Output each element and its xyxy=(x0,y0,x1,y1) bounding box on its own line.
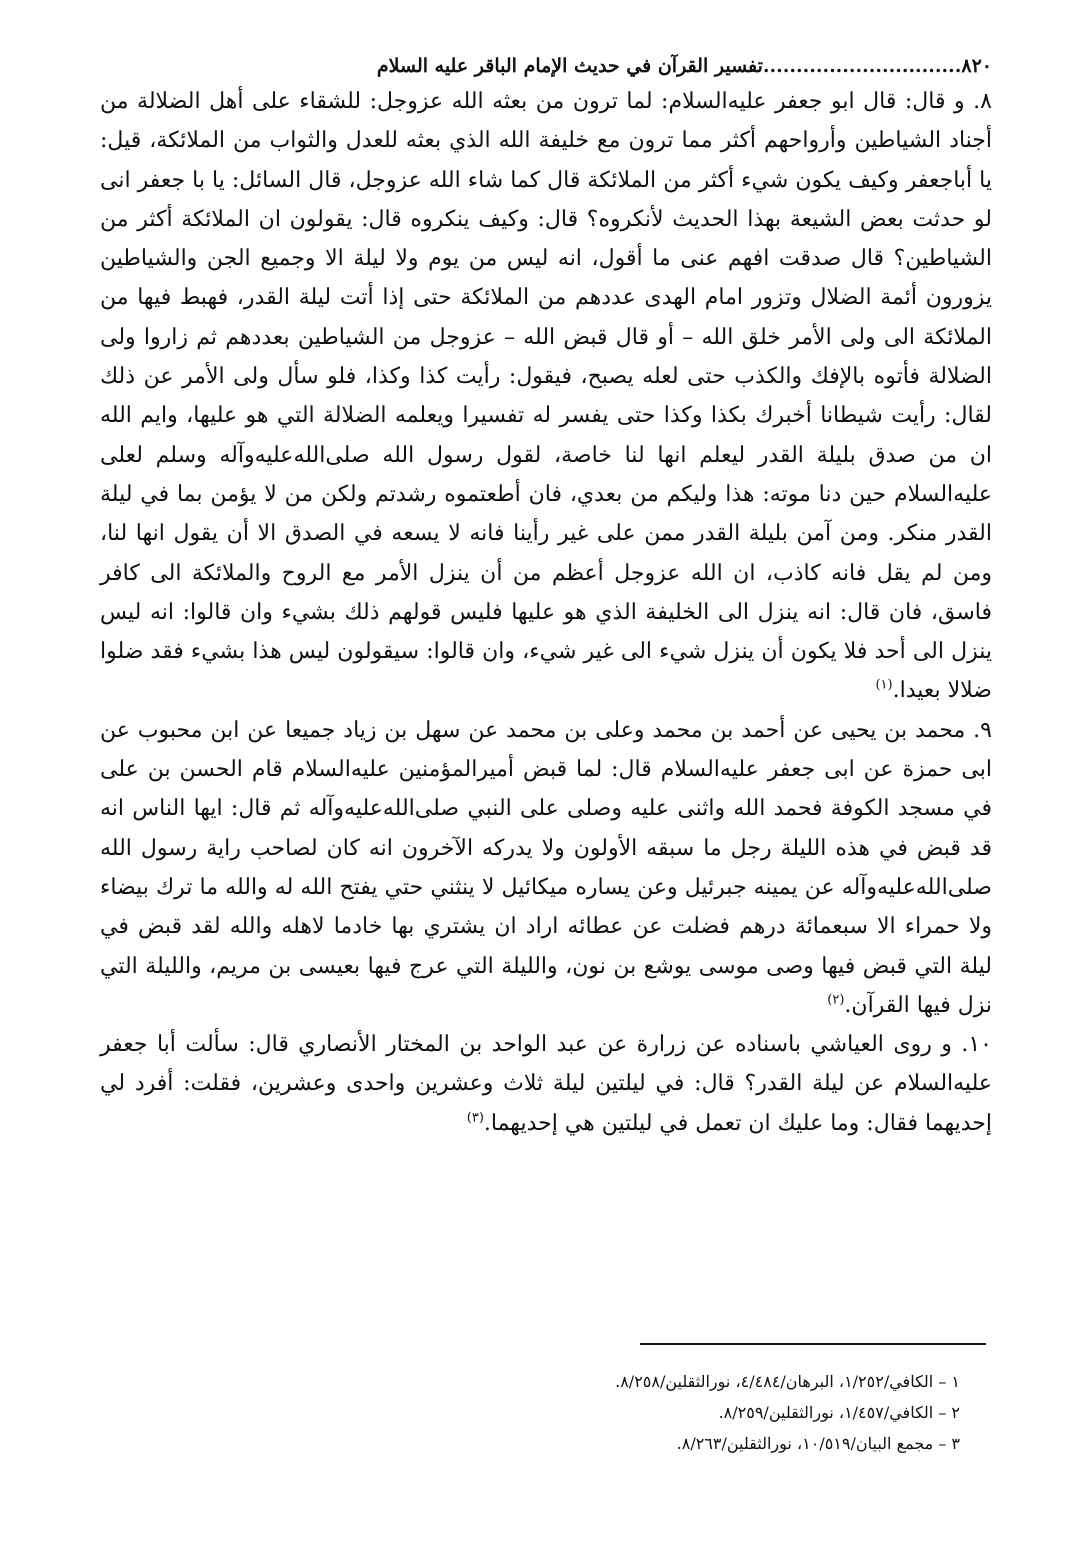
page-body xyxy=(100,52,992,1143)
footnote-marker: (٢) xyxy=(827,992,845,1008)
paragraph-text: ٩. محمد بن يحيى عن أحمد بن محمد وعلى بن محمد عن سهل بن زياد جميعا عن ابن محبوب عن ابى حمزة عن ابى جعفر عليه‌السلام قال: لما قبض أميرالمؤمنين عليه‌السلام قام الحسن بن على في مسجد الكوفة فحمد الله واثنى عليه وصلى على النبي صلى‌الله‌عليه‌وآله ثم قال: ايها الناس انه قد قبض في هذه الليلة رجل ما سبقه الأولون ولا يدركه الآخرون انه كان لصاحب راية رسول الله صلى‌الله‌عليه‌وآله عن يمينه جبرئيل وعن يساره ميكائيل لا ينثني حتي يفتح الله له والله ما ترك بيضاء ولا حمراء الا سبعمائة درهم فضلت عن عطائه اراد ان يشتري بها خادما لاهله والله لقد قبض في ليلة التي قبض فيها وصى موسى يوشع بن نون، والليلة التي عرج فيها بعيسى بن مريم، والليلة التي نزل فيها القرآن. xyxy=(100,717,992,1018)
footnote-marker: (٣) xyxy=(466,1110,484,1126)
hadith-paragraph-10 xyxy=(100,1025,992,1143)
hadith-paragraph-9 xyxy=(100,711,992,1025)
page-number: ٨٢٠ xyxy=(961,55,992,77)
footnote-marker: (١) xyxy=(875,678,893,694)
hadith-paragraph-8 xyxy=(100,82,992,711)
footnote-1: ١ – الكافي/١/٢٥٢، البرهان/٤/٤٨٤، نورالثقلين/٨/٢٥٨. xyxy=(615,1372,960,1391)
paragraph-text: ١٠. و روى العياشي باسناده عن زرارة عن عبد الواحد بن المختار الأنصاري قال: سألت أبا جعفر عليه‌السلام عن ليلة القدر؟ قال: في ليلتين ليلة ثلاث وعشرين واحدى وعشرين، فقلت: أفرد لي إحديهما فقال: وما عليك ان تعمل في ليلتين هي إحديهما. xyxy=(100,1032,992,1136)
footnote-3: ٣ – مجمع البيان/١٠/٥١٩، نورالثقلين/٨/٢٦٣. xyxy=(676,1434,960,1453)
header-leader-dots: .............................. xyxy=(762,55,962,77)
footnote-2: ٢ – الكافي/١/٤٥٧، نورالثقلين/٨/٢٥٩. xyxy=(718,1403,960,1422)
footnotes xyxy=(320,1366,960,1459)
running-title: تفسير القرآن في حديث الإمام الباقر عليه السلام xyxy=(376,55,763,77)
paragraph-text: ٨. و قال: قال ابو جعفر عليه‌السلام: لما ترون من بعثه الله عزوجل: للشقاء على أهل الضلالة من أجناد الشياطين وأرواحهم أكثر مما ترون مع خليفة الله الذي بعثه للعدل والثواب من الملائكة، قيل: يا أباجعفر وكيف يكون شيء أكثر من الملائكة قال كما شاء الله عزوجل، قال السائل: يا با جعفر انى لو حدثت بعض الشيعة بهذا الحديث لأنكروه؟ قال: وكيف ينكروه قال: يقولون ان الملائكة أكثر من الشياطين؟ قال صدقت افهم عنى ما أقول، انه ليس من يوم ولا ليلة الا وجميع الجن والشياطين يزورون أئمة الضلال وتزور امام الهدى عددهم من الملائكة حتى إذا أتت ليلة القدر، فهبط فيها من الملائكة الى ولى الأمر خلق الله – أو قال قبض الله – عزوجل من الشياطين بعددهم ثم زاروا ولى الضلالة فأتوه بالإفك والكذب حتى لعله يصبح، فيقول: رأيت كذا وكذا، فلو سأل ولى الأمر عن ذلك لقال: رأيت شيطانا أخبرك بكذا وكذا حتى يفسر له تفسيرا ويعلمه الضلالة التي هو عليها، وايم الله ان من صدق بليلة القدر ليعلم انها لنا خاصة، لقول رسول الله صلى‌الله‌عليه‌وآله وسلم لعلى عليه‌السلام حين دنا موته: هذا وليكم من بعدي، فان أطعتموه رشدتم ولكن من لا يؤمن بما في ليلة القدر منكر. ومن آمن بليلة القدر ممن على غير رأينا فانه لا يسعه في الصدق الا أن يقول انها لنا، ومن لم يقل فانه كاذب، ان الله عزوجل أعظم من أن ينزل الأمر مع الروح والملائكة الى كافر فاسق، فان قال: انه ينزل الى الخليفة الذي هو عليها فليس قولهم ذلك بشيء وان قالوا: انه ليس ينزل الى أحد فلا يكون أن ينزل شيء الى غير شيء، وان قالوا: سيقولون ليس هذا بشيء فقد ضلوا ضلالا بعيدا. xyxy=(100,89,992,704)
footnote-separator-rule xyxy=(640,1343,986,1345)
running-header xyxy=(100,52,992,82)
